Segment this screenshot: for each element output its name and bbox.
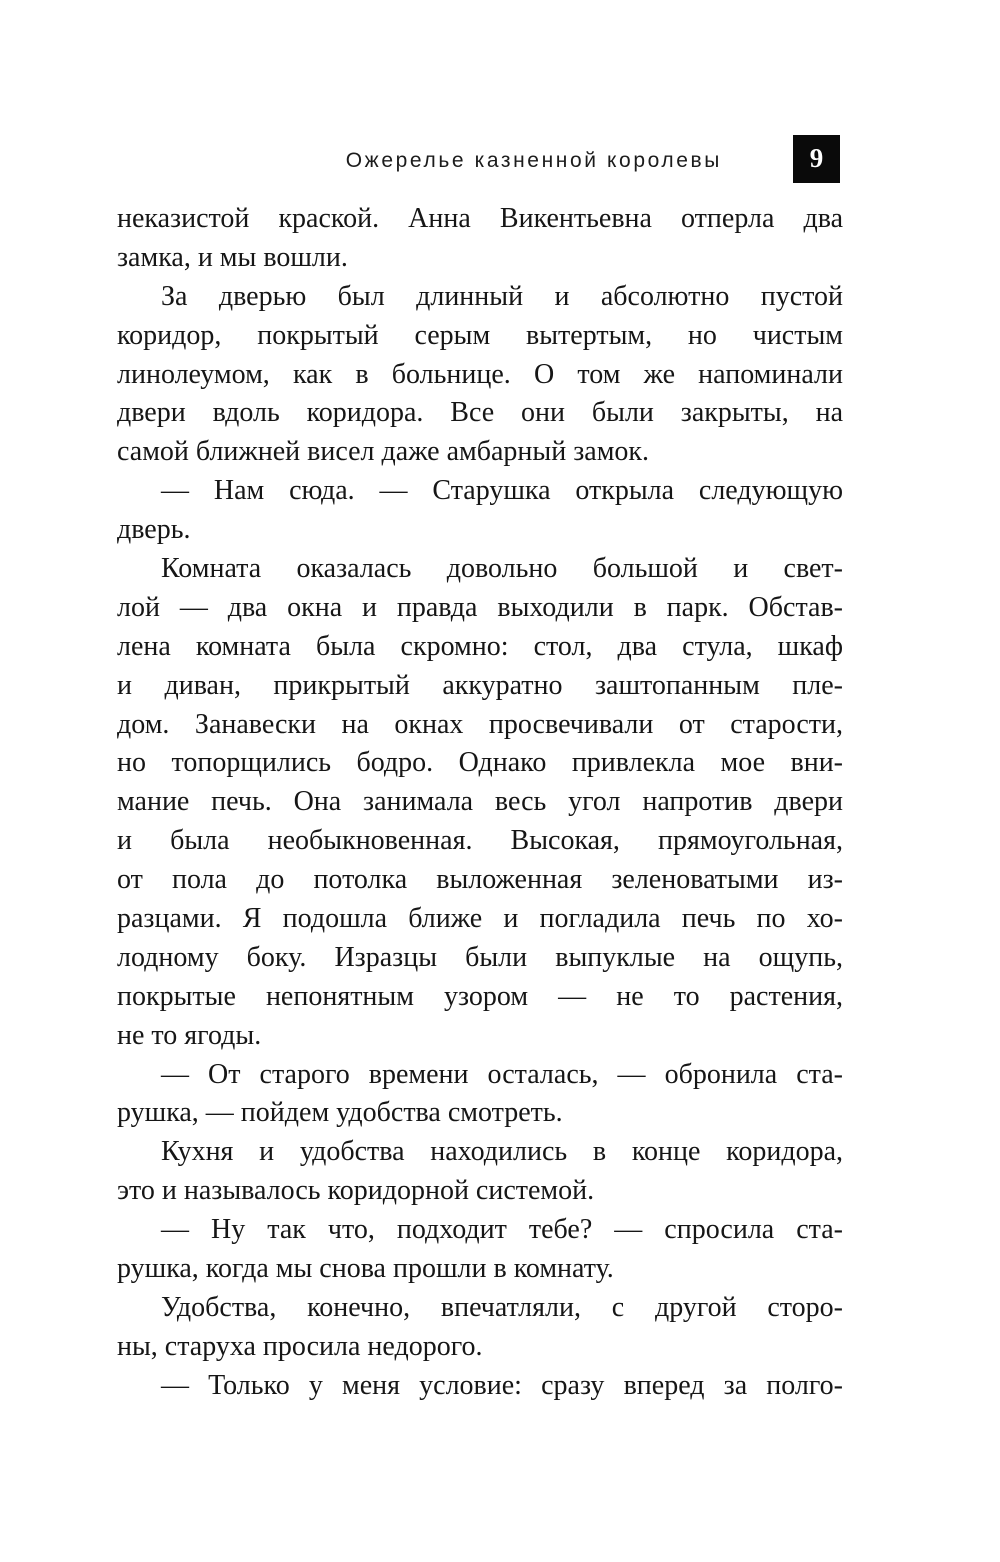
text-line: лена комната была скромно: стол, два стула, шкаф bbox=[117, 630, 843, 662]
text-line: Комната оказалась довольно большой и свет- bbox=[161, 553, 843, 585]
page-number-box bbox=[793, 135, 840, 183]
text-line: линолеумом, как в больнице. О том же напоминали bbox=[117, 358, 843, 390]
text-line: неказистой краской. Анна Викентьевна отперла два bbox=[117, 203, 843, 234]
text-line: — Нам сюда. — Старушка открыла следующую bbox=[161, 475, 843, 507]
text-line: но топорщились бодро. Однако привлекла мое вни- bbox=[117, 747, 843, 779]
text-line: рушка, — пойдем удобства смотреть. bbox=[117, 1097, 563, 1129]
text-line: лодному боку. Изразцы были выпуклые на ощупь, bbox=[117, 941, 843, 973]
text-line: — Ну так что, подходит тебе? — спросила ста- bbox=[161, 1214, 843, 1246]
text-line: Кухня и удобства находились в конце коридора, bbox=[161, 1136, 843, 1168]
page-text bbox=[117, 200, 843, 1406]
text-line: самой ближней висел даже амбарный замок. bbox=[117, 436, 650, 468]
text-line: ны, старуха просила недорого. bbox=[117, 1330, 483, 1362]
text-line: разцами. Я подошла ближе и погладила печь по хо- bbox=[117, 903, 843, 935]
text-line: покрытые непонятным узором — не то растения, bbox=[117, 980, 843, 1012]
text-line: дверь. bbox=[117, 514, 191, 546]
text-line: коридор, покрытый серым вытертым, но чистым bbox=[117, 319, 843, 351]
text-line: — От старого времени осталась, — обронила ста- bbox=[161, 1058, 843, 1090]
text-line: лой — два окна и правда выходили в парк. Обстав- bbox=[117, 591, 843, 623]
text-line: и была необыкновенная. Высокая, прямоугольная, bbox=[117, 825, 843, 857]
text-line: дом. Занавески на окнах просвечивали от старости, bbox=[117, 708, 843, 740]
running-header-title: Ожерелье казненной королевы bbox=[345, 149, 722, 172]
text-line: двери вдоль коридора. Все они были закрыты, на bbox=[117, 397, 843, 429]
text-line: мание печь. Она занимала весь угол напротив двери bbox=[117, 786, 843, 818]
text-line: и диван, прикрытый аккуратно заштопанным пле- bbox=[117, 669, 843, 701]
page-number: 9 bbox=[809, 142, 824, 173]
text-line: это и называлось коридорной системой. bbox=[117, 1175, 595, 1207]
text-line: рушка, когда мы снова прошли в комнату. bbox=[117, 1253, 614, 1285]
text-line: от пола до потолка выложенная зеленоватыми из- bbox=[117, 864, 843, 896]
text-line: не то ягоды. bbox=[117, 1019, 262, 1051]
text-line: За дверью был длинный и абсолютно пустой bbox=[161, 280, 843, 312]
text-line: — Только у меня условие: сразу вперед за полго- bbox=[161, 1369, 843, 1401]
text-line: замка, и мы вошли. bbox=[117, 241, 348, 273]
text-line: Удобства, конечно, впечатляли, с другой сторо- bbox=[161, 1291, 843, 1323]
